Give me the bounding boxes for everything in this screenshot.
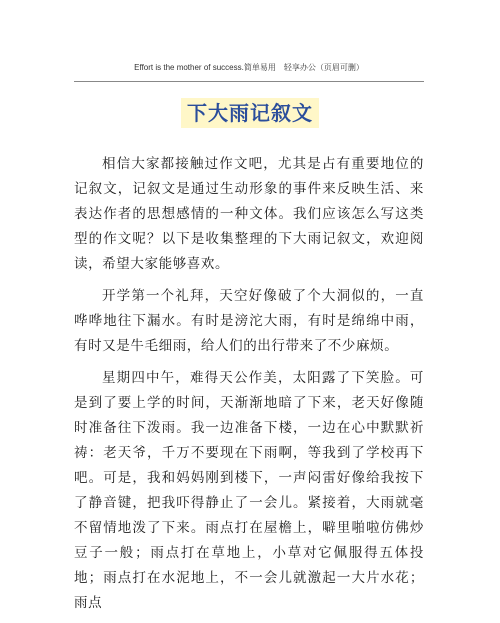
paragraph-2: 开学第一个礼拜，天空好像破了个大洞似的，一直哗哗地往下漏水。有时是滂沱大雨，有时是绵绵中雨，有时又是牛毛细雨，给人们的出行带来了不少麻烦。	[74, 288, 424, 354]
paragraph-3: 星期四中午，难得天公作美，太阳露了下笑脸。可是到了要上学的时间，天渐渐地暗了下来，老天好像随时准备往下泼雨。我一边准备下楼，一边在心中默默祈祷：老天爷，千万不要现在下雨啊，等我到了学校再下吧。可是，我和妈妈刚到楼下，一声闷雷好像给我按下了静音键，把我吓得静止了一会儿。紧接着，大雨就毫不留情地泼了下来。雨点打在屋檐上，噼里啪啦仿佛炒豆子一般；雨点打在草地上，小草对它佩服得五体投地；雨点打在水泥地上，不一会儿就激起一大片水花；雨点	[74, 370, 424, 611]
document-title: 下大雨记叙文	[181, 98, 319, 128]
page-header: Effort is the mother of success.简单易用 轻享办公（页眉可删）	[134, 63, 364, 72]
title-container	[0, 98, 500, 128]
paragraph-intro: 相信大家都接触过作文吧，尤其是占有重要地位的记叙文，记叙文是通过生动形象的事件来反映生活、来表达作者的思想感情的一种文体。我们应该怎么写这类型的作文呢？以下是收集整理的下大雨记叙文，欢迎阅读，希望大家能够喜欢。	[74, 156, 424, 272]
header-divider	[74, 81, 424, 82]
document-body	[74, 152, 424, 623]
